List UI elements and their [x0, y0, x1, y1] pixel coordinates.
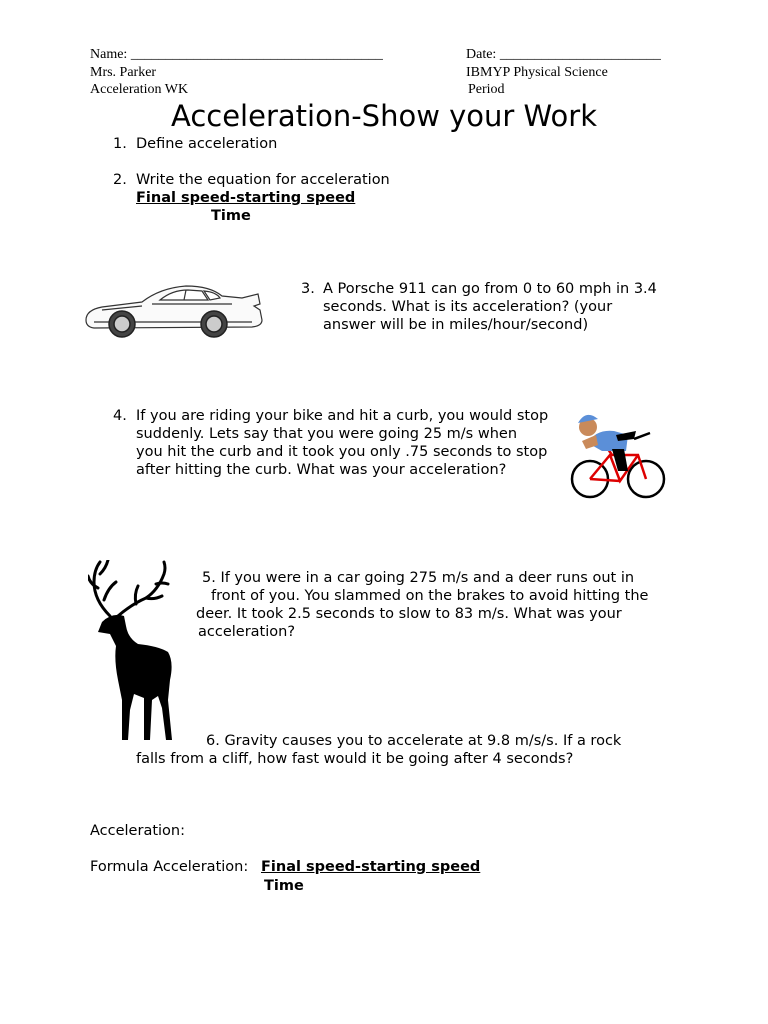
q5-line-1: 5. If you were in a car going 275 m/s and a deer runs out in [202, 570, 635, 586]
date-field-label: Date: _______________________ [466, 47, 661, 62]
cyclist-image [568, 405, 670, 505]
q6-line-1: 6. Gravity causes you to accelerate at 9.8 m/s/s. If a rock [206, 733, 622, 749]
formula-numerator: Final speed-starting speed [261, 859, 481, 875]
q3-line-2: seconds. What is its acceleration? (your [323, 299, 613, 315]
q2-number: 2. [113, 172, 127, 188]
q4-line-1: If you are riding your bike and hit a curb, you would stop [136, 408, 549, 424]
porsche-car-image [82, 280, 264, 340]
course-name: IBMYP Physical Science [466, 65, 608, 80]
q4-line-3: you hit the curb and it took you only .75 seconds to stop [136, 444, 548, 460]
acceleration-definition-label: Acceleration: [90, 823, 185, 839]
formula-label: Formula Acceleration: [90, 859, 249, 875]
q4-line-2: suddenly. Lets say that you were going 25 m/s when [136, 426, 518, 442]
q6-line-2: falls from a cliff, how fast would it be going after 4 seconds? [136, 751, 574, 767]
q1-text: Define acceleration [136, 136, 278, 152]
q5-line-2: front of you. You slammed on the brakes to avoid hitting the [211, 588, 649, 604]
q2-formula-numerator: Final speed-starting speed [136, 190, 356, 206]
q1-number: 1. [113, 136, 127, 152]
deer-silhouette-image [88, 560, 180, 744]
q2-formula-denominator: Time [211, 208, 251, 224]
page-title: Acceleration-Show your Work [171, 99, 597, 133]
q3-number: 3. [301, 281, 315, 297]
q5-line-3: deer. It took 2.5 seconds to slow to 83 m/s. What was your [196, 606, 622, 622]
q3-line-1: A Porsche 911 can go from 0 to 60 mph in 3.4 [323, 281, 657, 297]
q2-text: Write the equation for acceleration [136, 172, 390, 188]
name-field-label: Name: ____________________________________ [90, 47, 383, 62]
q5-line-4: acceleration? [198, 624, 296, 640]
q4-line-4: after hitting the curb. What was your acceleration? [136, 462, 507, 478]
q3-line-3: answer will be in miles/hour/second) [323, 317, 589, 333]
period-label: Period [468, 82, 505, 97]
formula-denominator: Time [264, 878, 304, 894]
q4-number: 4. [113, 408, 127, 424]
worksheet-name: Acceleration WK [90, 82, 189, 97]
teacher-name: Mrs. Parker [90, 65, 157, 80]
